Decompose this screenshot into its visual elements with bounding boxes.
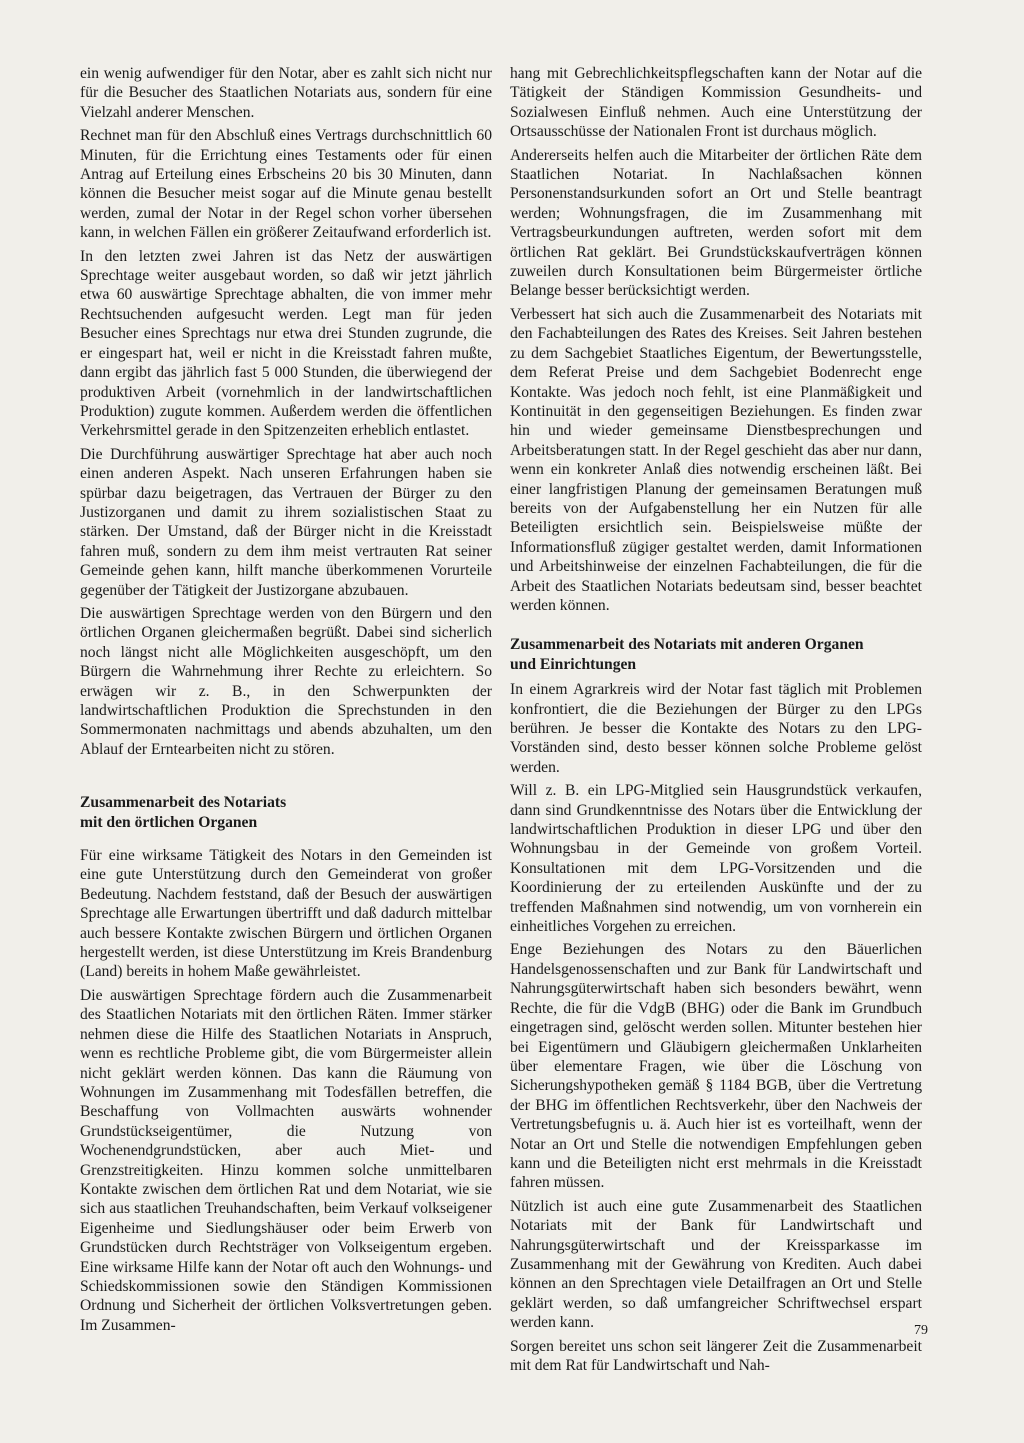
section-heading: [510, 635, 922, 674]
paragraph: Verbessert hat sich auch die Zusammenarbeit des Notariats mit den Fachabteilungen des Rates des Kreises. Seit Jahren bestehen zu dem Sachgebiet Staatliches Eigentum, der Bewertungsstelle, dem Referat Preise und dem Sachgebiet Bodenrecht enge Kontakte. Was jedoch noch fehlt, ist eine Planmäßigkeit und Kontinuität in den gegenseitigen Beziehungen. Es finden zwar hin und wieder gemeinsame Dienstbesprechungen und Arbeitsberatungen statt. In der Regel geschieht das aber nur dann, wenn ein konkreter Anlaß dies notwendig erscheinen läßt. Bei einer langfristigen Planung der gemeinsamen Beratungen muß bereits von der Aufgabenstellung her ein Nutzen für alle Beteiligten ersichtlich sein. Beispielsweise müßte der Informationsfluß zügiger gestaltet werden, damit Informationen und Arbeitshinweise der einzelnen Fachabteilungen, die für die Arbeit des Staatlichen Notariats bedeutsam sind, besser beachtet werden können.: [510, 305, 922, 614]
paragraph: Nützlich ist auch eine gute Zusammenarbeit des Staatlichen Notariats mit der Bank für Landwirtschaft und Nahrungsgüterwirtschaft und der Kreissparkasse im Zusammenhang mit der Gewährung von Krediten. Auch dabei können an den Sprechtagen viele Detailfragen an Ort und Stelle geklärt werden, so daß umfangreicher Schriftwechsel erspart werden kann.: [510, 1197, 922, 1332]
section-heading-line: Zusammenarbeit des Notariats mit anderen Organen: [510, 636, 864, 654]
paragraph: Enge Beziehungen des Notars zu den Bäuerlichen Handelsgenossenschaften und zur Bank für Landwirtschaft und Nahrungsgüterwirtschaft haben sich besonders bewährt, wenn Rechte, die für die VdgB (BHG) oder die Bank im Grundbuch eingetragen sind, gelöscht werden sollen. Mitunter bestehen hier bei Eigentümern und Gläubigern gleichermaßen Unklarheiten über elementare Fragen, wie über die Löschung von Sicherungshypotheken gemäß § 1184 BGB, über die Vertretung der BHG im öffentlichen Rechtsverkehr, über den Nachweis der Vertretungsbefugnis u. ä. Auch hier ist es vorteilhaft, wenn der Notar an Ort und Stelle die notwendigen Empfehlungen geben kann und die Beteiligten nicht erst mehrmals in die Kreisstadt fahren müssen.: [510, 941, 922, 1192]
section-heading-line: und Einrichtungen: [510, 655, 637, 673]
left-column: [80, 64, 492, 1339]
section-heading-line: Zusammenarbeit des Notariats: [80, 794, 287, 812]
paragraph: Rechnet man für den Abschluß eines Vertrags durchschnittlich 60 Minuten, für die Errichtung eines Testaments oder für einen Antrag auf Erteilung eines Erbscheins 20 bis 30 Minuten, dann können die Besucher meist sogar auf die Minute genau bestellt werden, zumal der Notar in der Regel schon vorher übersehen kann, in welchen Fällen ein größerer Zeitaufwand erforderlich ist.: [80, 127, 492, 242]
section-heading-line: mit den örtlichen Organen: [80, 813, 258, 831]
paragraph: Die auswärtigen Sprechtage werden von den Bürgern und den örtlichen Organen gleichermaßen begrüßt. Dabei sind sicherlich noch längst nicht alle Möglichkeiten ausgeschöpft, um den Bürgern die Wahrnehmung ihrer Rechte zu erleichtern. So erwägen wir z. B., in den Schwerpunkten der landwirtschaftlichen Produktion die Sprechstunden in den Sommermonaten nachmittags und abends abzuhalten, um den Ablauf der Erntearbeiten nicht zu stören.: [80, 604, 492, 758]
paragraph: Andererseits helfen auch die Mitarbeiter der örtlichen Räte dem Staatlichen Notariat. In Nachlaßsachen können Personenstandsurkunden sofort an Ort und Stelle beantragt werden; Wohnungsfragen, die im Zusammenhang mit Vertragsbeurkundungen auftreten, werden sofort mit dem örtlichen Rat geklärt. Bei Grundstückskaufverträgen können zuweilen durch Konsultationen beim Bürgermeister örtliche Belange besser berücksichtigt werden.: [510, 146, 922, 300]
page-number: 79: [914, 1323, 928, 1338]
paragraph: In einem Agrarkreis wird der Notar fast täglich mit Problemen konfrontiert, die die Beziehungen der Bürger zu den LPGs berühren. Je besser die Kontakte des Notars zu den LPG-Vorständen sind, desto besser können solche Probleme gelöst werden.: [510, 681, 922, 776]
paragraph: Die Durchführung auswärtiger Sprechtage hat aber auch noch einen anderen Aspekt. Nach unseren Erfahrungen haben sie spürbar dazu beigetragen, das Vertrauen der Bürger zu den Justizorganen und damit zu ihrem sozialistischen Staat zu stärken. Der Umstand, daß der Bürger nicht in die Kreisstadt fahren muß, sondern zu dem ihm meist vertrauten Rat seiner Gemeinde gehen kann, hilft manche überkommenen Vorurteile gegenüber der Tätigkeit der Justizorgane abzubauen.: [80, 445, 492, 599]
paragraph: Will z. B. ein LPG-Mitglied sein Hausgrundstück verkaufen, dann sind Grundkenntnisse des Notars über die Entwicklung der landwirtschaftlichen Produktion in dieser LPG und über den Wohnungsbau in der Gemeinde von großem Vorteil. Konsultationen mit dem LPG-Vorsitzenden und die Koordinierung der zu erteilenden Auskünfte und der zu treffenden Maßnahmen sind notwendig, um von vornherein ein einheitliches Vorgehen zu erreichen.: [510, 782, 922, 936]
paragraph: In den letzten zwei Jahren ist das Netz der auswärtigen Sprechtage weiter ausgebaut worden, so daß wir jetzt jährlich etwa 60 auswärtige Sprechtage abhalten, die von immer mehr Rechtsuchenden aufgesucht werden. Legt man für jeden Besucher eines Sprechtags nur etwa drei Stunden zugrunde, die er eingespart hat, weil er nicht in die Kreisstadt fahren mußte, dann ergibt das jährlich fast 5 000 Stunden, die überwiegend der produktiven Arbeit (vornehmlich in der landwirtschaftlichen Produktion) zugute kommen. Außerdem werden die öffentlichen Verkehrsmittel gerade in den Spitzenzeiten erheblich entlastet.: [80, 247, 492, 440]
paragraph: Die auswärtigen Sprechtage fördern auch die Zusammenarbeit des Staatlichen Notariats mit den örtlichen Räten. Immer stärker nehmen diese die Hilfe des Staatlichen Notariats in Anspruch, wenn es rechtliche Probleme gibt, die vom Bürgermeister allein nicht geklärt werden können. Das kann die Räumung von Wohnungen im Zusammenhang mit Todesfällen betreffen, die Beschaffung von Vollmachten auswärts wohnender Grundstückseigentümer, die Nutzung von Wochenendgrundstücken, aber auch Miet- und Grenzstreitigkeiten. Hinzu kommen solche unmittelbaren Kontakte zwischen dem örtlichen Rat und dem Notariat, wie sie sich aus staatlichen Treuhandschaften, beim Verkauf volkseigener Eigenheime und Siedlungshäuser oder beim Erwerb von Grundstücken durch Rechtsträger von Volkseigentum ergeben. Eine wirksame Hilfe kann der Notar oft auch den Wohnungs- und Schiedskommissionen sowie den Ständigen Kommissionen Ordnung und Sicherheit der örtlichen Volksvertretungen geben. Im Zusammen-: [80, 986, 492, 1334]
paragraph: hang mit Gebrechlichkeitspflegschaften kann der Notar auf die Tätigkeit der Ständigen Kommission Gesundheits- und Sozialwesen Einfluß nehmen. Auch eine Unterstützung der Ortsausschüsse der Nationalen Front ist durchaus möglich.: [510, 65, 922, 141]
paragraph: Sorgen bereitet uns schon seit längerer Zeit die Zusammenarbeit mit dem Rat für Landwirtschaft und Nah-: [510, 1337, 922, 1374]
right-column: [510, 64, 922, 1379]
paragraph: Für eine wirksame Tätigkeit des Notars in den Gemeinden ist eine gute Unterstützung durch den Gemeinderat von großer Bedeutung. Nachdem feststand, daß der Besuch der auswärtigen Sprechtage alle Erwartungen übertrifft und daß dadurch mittelbar auch bessere Kontakte zwischen Bürgern und örtlichen Organen hergestellt werden, ist diese Unterstützung im Kreis Brandenburg (Land) bereits in hohem Maße gewährleistet.: [80, 847, 492, 981]
section-heading: [80, 793, 492, 832]
paragraph: ein wenig aufwendiger für den Notar, aber es zahlt sich nicht nur für die Besucher des Staatlichen Notariats aus, sondern für eine Vielzahl anderer Menschen.: [80, 65, 492, 121]
